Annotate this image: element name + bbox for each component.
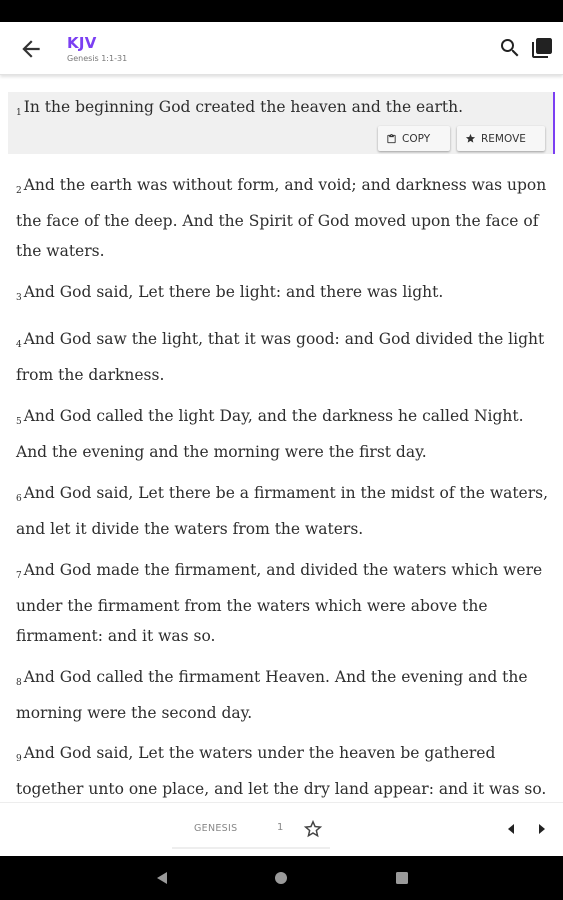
verse-6[interactable]: [16, 478, 551, 544]
verse-2[interactable]: [16, 170, 551, 266]
arrow-left-icon[interactable]: [18, 36, 44, 62]
remove-button[interactable]: [457, 126, 545, 151]
search-icon[interactable]: [498, 36, 522, 60]
nav-home-icon[interactable]: [273, 870, 289, 886]
status-bar: [0, 0, 563, 22]
star-icon: [465, 133, 476, 144]
verse-text: And God made the firmament, and divided the waters which were under the firmament from the waters which were above the firmament: and it was so.: [16, 561, 543, 645]
library-books-icon[interactable]: [530, 36, 554, 60]
verse-number: 9: [16, 754, 22, 764]
app-subtitle: Genesis 1:1-31: [67, 54, 128, 63]
verse-text: And God said, Let there be a firmament in the midst of the waters, and let it divide the waters from the waters.: [16, 484, 549, 538]
book-selector[interactable]: GENESIS: [194, 823, 238, 834]
verse-text: And God called the firmament Heaven. And the evening and the morning were the second day.: [16, 668, 528, 722]
verse-9[interactable]: [16, 738, 551, 802]
verse-5[interactable]: [16, 401, 551, 467]
verse-text: And God saw the light, that it was good: and God divided the light from the darkness.: [16, 330, 545, 384]
copy-label: COPY: [402, 132, 431, 145]
verse-7[interactable]: [16, 555, 551, 651]
star-outline-icon[interactable]: [302, 818, 324, 840]
verse-4[interactable]: [16, 324, 551, 390]
system-navigation-bar: [0, 856, 563, 900]
verse-number: 5: [16, 417, 22, 427]
chevron-left-icon[interactable]: [503, 820, 519, 838]
nav-recent-icon[interactable]: [394, 870, 410, 886]
verse-8[interactable]: [16, 662, 551, 728]
clipboard-icon: [386, 133, 397, 145]
nav-back-icon[interactable]: [154, 870, 170, 886]
remove-label: REMOVE: [481, 132, 526, 145]
verse-number: 4: [16, 340, 22, 350]
selector-underline: [172, 847, 330, 849]
verse-number: 8: [16, 678, 22, 688]
verse-list[interactable]: [0, 76, 563, 802]
title-block: [67, 34, 127, 63]
app-title: KJV: [67, 34, 97, 52]
verse-number: 7: [16, 571, 22, 581]
app-bar: [0, 22, 563, 75]
verse-number: 6: [16, 494, 22, 504]
verse-1[interactable]: [16, 92, 551, 128]
verse-number: 1: [16, 108, 22, 118]
verse-number: 2: [16, 186, 22, 196]
verse-text: And the earth was without form, and void; and darkness was upon the face of the deep. And the Spirit of God moved upon the face of the waters.: [16, 176, 547, 260]
chapter-selector[interactable]: 1: [277, 822, 284, 833]
chapter-navigation-bar: [0, 802, 563, 856]
chevron-right-icon[interactable]: [534, 820, 550, 838]
copy-button[interactable]: [378, 126, 450, 151]
verse-text: And God called the light Day, and the darkness he called Night. And the evening and the morning were the first day.: [16, 407, 524, 461]
verse-text: And God said, Let there be light: and there was light.: [23, 283, 444, 301]
verse-number: 3: [16, 293, 22, 303]
verse-text: In the beginning God created the heaven and the earth.: [23, 98, 464, 116]
verse-text: And God said, Let the waters under the heaven be gathered together unto one place, and let the dry land appear: and it was so.: [16, 744, 547, 798]
verse-3[interactable]: [16, 277, 551, 313]
